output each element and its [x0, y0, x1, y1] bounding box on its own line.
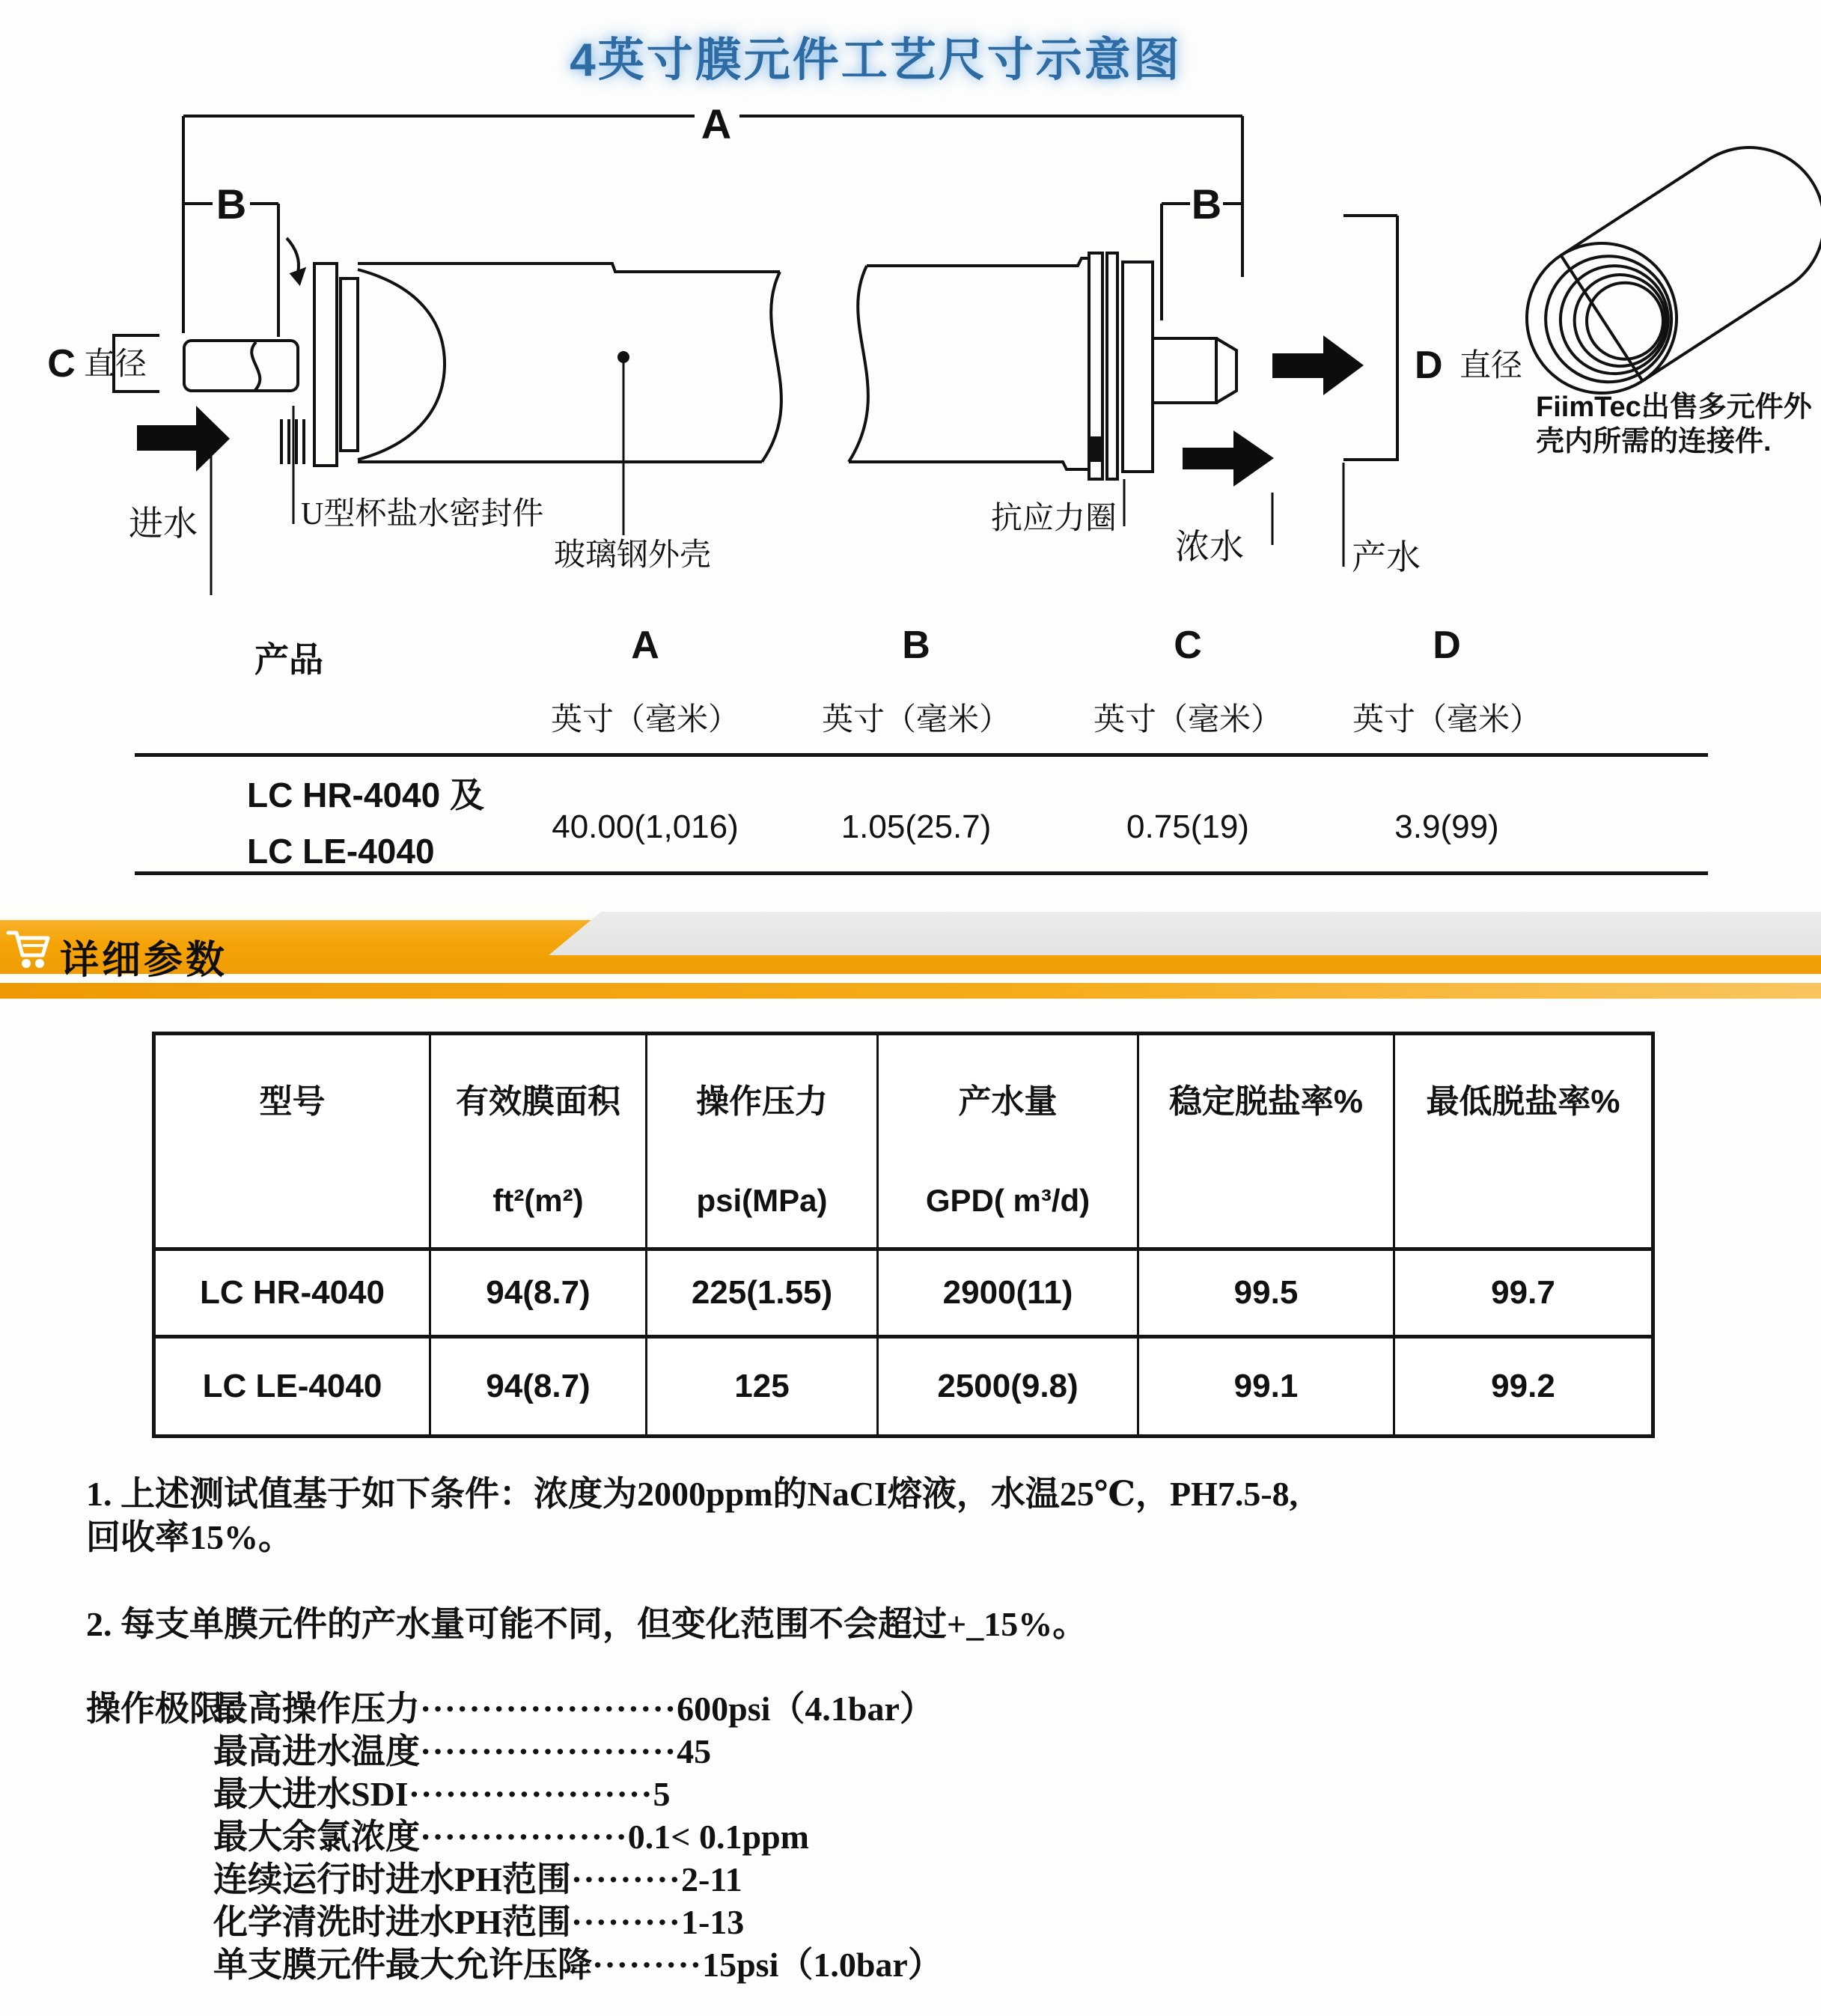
dim-col-b: B: [902, 624, 930, 667]
dim-a-lines: [183, 116, 1242, 333]
banner-title: 详细参数: [60, 939, 228, 982]
limit-value: 45: [677, 1732, 712, 1770]
param-row1-model: LC HR-4040: [156, 1251, 431, 1339]
param-header-model: [156, 1035, 431, 1251]
dim-b-right-label: B: [1191, 180, 1222, 228]
header-name: 产水量: [958, 1083, 1058, 1120]
note-2: 2. 每支单膜元件的产水量可能不同，但变化范围不会超过+_15%。: [86, 1605, 1088, 1643]
param-row1-flow: 2900(11): [879, 1251, 1139, 1339]
param-row2-flow: 2500(9.8): [879, 1339, 1139, 1434]
limit-name: 化学清洗时进水PH范围: [213, 1903, 571, 1941]
note-1-line1: 1. 上述测试值基于如下条件：浓度为2000ppm的NaCI熔液，水温25℃，PH7.5-8,: [86, 1475, 1299, 1513]
permeate-label: 产水: [1352, 538, 1421, 576]
param-header-min-rejection: [1395, 1035, 1651, 1251]
param-header-stable-rejection: [1139, 1035, 1395, 1251]
banner-gray-wedge: [549, 912, 1821, 955]
dim-col-a: A: [631, 624, 659, 667]
param-header-area: [431, 1035, 647, 1251]
dim-unit-c: 英寸（毫米）: [1093, 703, 1283, 737]
header-name: 有效膜面积: [456, 1083, 620, 1120]
dim-b-left-label: B: [216, 180, 247, 228]
limit-dots: ·········: [570, 1860, 681, 1898]
coupler-drawing: [1498, 119, 1821, 422]
param-row2-model: LC LE-4040: [156, 1339, 431, 1434]
dim-unit-a: 英寸（毫米）: [550, 703, 740, 737]
header-name: 型号: [259, 1083, 326, 1120]
dim-col-d: D: [1433, 624, 1461, 667]
dim-d-label: D: [1415, 344, 1443, 387]
limit-dots: ····················: [408, 1775, 653, 1813]
element-left-endcap: [184, 238, 445, 466]
header-unit: psi(MPa): [696, 1183, 828, 1218]
header-unit: ft²(m²): [492, 1183, 584, 1218]
header-name: 稳定脱盐率%: [1168, 1083, 1364, 1120]
param-row2-stable: 99.1: [1139, 1339, 1395, 1434]
cart-icon: [6, 927, 52, 972]
u-cup-seal-label: U型杯盐水密封件: [301, 497, 544, 532]
dim-unit-d: 英寸（毫米）: [1352, 703, 1542, 737]
limit-dots: ·····················: [420, 1732, 677, 1770]
parameters-table: [152, 1032, 1655, 1438]
note-1-line2: 回收率15%。: [86, 1518, 293, 1556]
dim-c-text: 直径: [84, 347, 147, 382]
coupler-caption-line2: 壳内所需的连接件.: [1536, 426, 1772, 457]
limit-value: 0.1< 0.1ppm: [627, 1818, 809, 1856]
dim-table-rule-bottom: [135, 871, 1708, 875]
param-header-flow: [879, 1035, 1139, 1251]
dim-table-rule-top: [135, 753, 1708, 757]
limit-item: [213, 1815, 942, 1858]
permeate-arrow-icon: [1272, 335, 1364, 395]
limit-item: [213, 1687, 942, 1730]
banner-underline-strip: [0, 983, 1821, 999]
limit-name: 最高操作压力: [213, 1690, 420, 1728]
limit-item: [213, 1943, 942, 1986]
limit-name: 单支膜元件最大允许压降: [213, 1946, 592, 1984]
header-unit: GPD( m³/d): [925, 1183, 1091, 1218]
param-row2-area: 94(8.7): [431, 1339, 647, 1434]
fiberglass-shell-label: 玻璃钢外壳: [553, 538, 712, 573]
feed-arrow-icon: [137, 406, 230, 472]
dim-table-product-header: 产品: [254, 641, 323, 679]
concentrate-arrow-icon: [1183, 430, 1274, 487]
atd-label: 抗应力圈: [990, 502, 1117, 536]
page-title: 4英寸膜元件工艺尺寸示意图: [570, 34, 1182, 86]
param-row1-pressure: 225(1.55): [647, 1251, 879, 1339]
param-row2-pressure: 125: [647, 1339, 879, 1434]
coupler-caption-line1: FiimTec出售多元件外: [1536, 392, 1812, 423]
dim-c-label: C: [47, 342, 76, 386]
dim-value-b: 1.05(25.7): [841, 808, 992, 845]
limits-label: 操作极限：: [86, 1690, 258, 1728]
limit-value: 2-11: [680, 1860, 742, 1898]
param-row2-min: 99.2: [1491, 1368, 1555, 1404]
limit-item: [213, 1858, 942, 1901]
limit-item: [213, 1773, 942, 1815]
limit-dots: ·················: [420, 1818, 628, 1856]
limit-value: 15psi（1.0bar）: [702, 1946, 942, 1984]
param-row1-area: 94(8.7): [431, 1251, 647, 1339]
limit-name: 最大余氯浓度: [213, 1818, 420, 1856]
dim-value-c: 0.75(19): [1126, 808, 1249, 845]
header-name: 最低脱盐率%: [1426, 1083, 1620, 1120]
dim-col-c: C: [1174, 624, 1202, 667]
limit-name: 连续运行时进水PH范围: [213, 1860, 571, 1898]
param-row1-min: 99.7: [1395, 1251, 1651, 1339]
dim-d-bracket: [1343, 216, 1397, 460]
feed-label: 进水: [129, 505, 198, 543]
limit-dots: ·········: [570, 1903, 681, 1941]
membrane-element-diagram: [0, 0, 1821, 606]
limit-value: 1-13: [680, 1903, 745, 1941]
leader-lines: [211, 362, 1343, 595]
param-row1-stable: 99.5: [1139, 1251, 1395, 1339]
shell-callout-dot: [617, 351, 629, 363]
limit-item: [213, 1901, 942, 1943]
dim-unit-b: 英寸（毫米）: [821, 703, 1011, 737]
limit-item: [213, 1730, 942, 1773]
limits-list: [213, 1687, 942, 1986]
dim-value-d: 3.9(99): [1394, 808, 1499, 845]
dim-d-text: 直径: [1459, 349, 1523, 383]
dim-table-model-line2: LC LE-4040: [247, 832, 435, 871]
limit-dots: ·········: [592, 1946, 703, 1984]
limit-name: 最高进水温度: [213, 1732, 420, 1770]
limit-name: 最大进水SDI: [213, 1775, 409, 1813]
dim-value-a: 40.00(1,016): [552, 808, 739, 845]
dim-a-label: A: [701, 100, 732, 147]
header-name: 操作压力: [696, 1083, 828, 1120]
limit-dots: ·····················: [420, 1690, 677, 1728]
dim-table-model-line1: LC HR-4040 及: [247, 776, 484, 814]
limit-value: 600psi（4.1bar）: [677, 1690, 934, 1728]
param-header-pressure: [647, 1035, 879, 1251]
element-shell-body: [358, 258, 1089, 469]
limit-value: 5: [653, 1775, 671, 1813]
concentrate-label: 浓水: [1175, 528, 1244, 566]
